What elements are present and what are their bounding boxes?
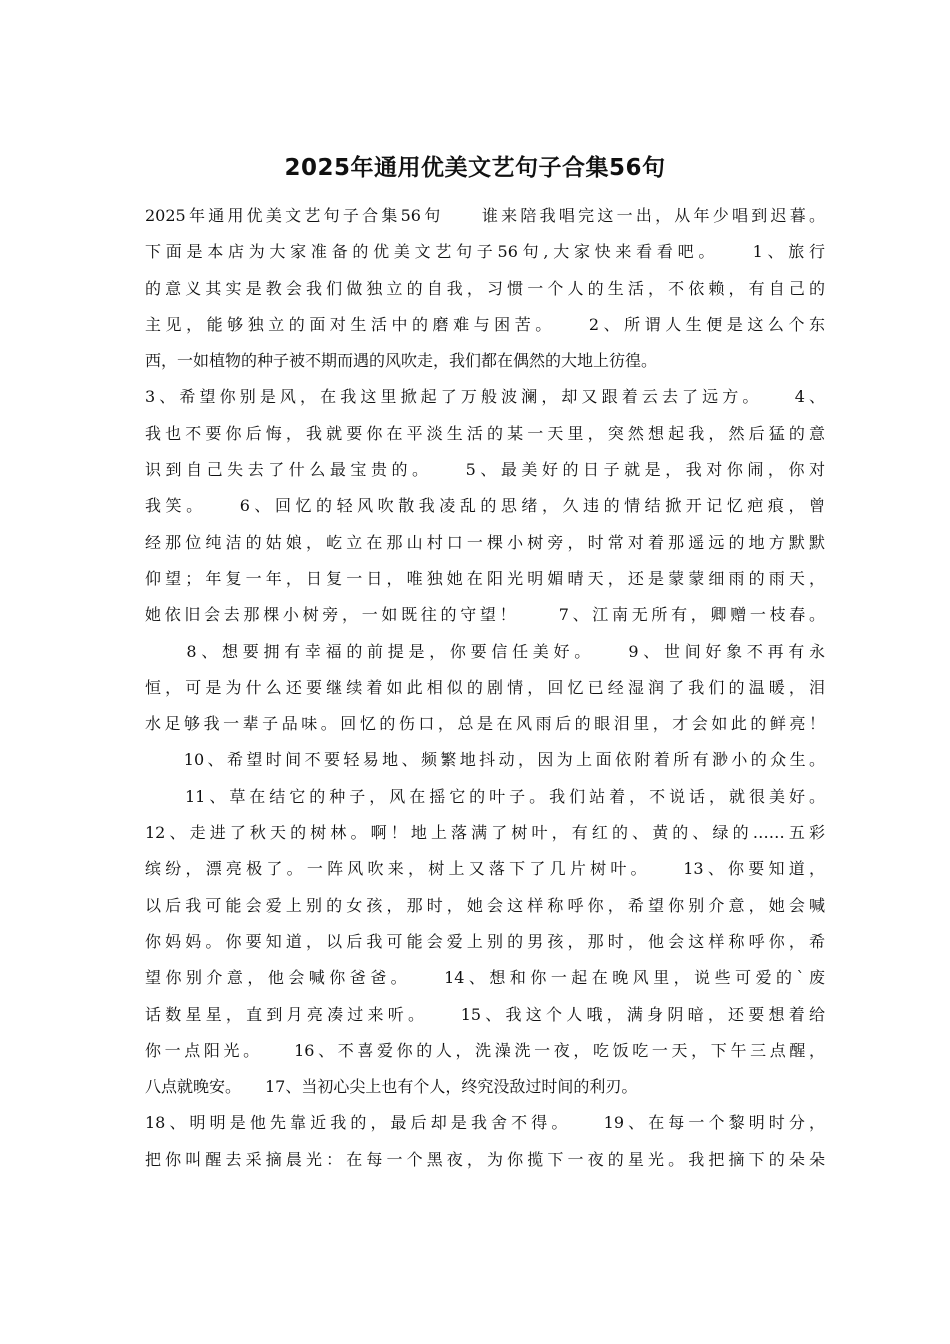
body-line: 11、草在结它的种子，风在摇它的叶子。我们站着，不说话，就很美好。 (145, 786, 825, 806)
body-line: 她依旧会去那棵小树旁，一如既往的守望！ 7、江南无所有，卿赠一枝春。 (145, 605, 825, 625)
body-line: 缤纷，漂亮极了。一阵风吹来，树上又落下了几片树叶。 13、你要知道， (145, 859, 825, 879)
body-line: 西，一如植物的种子被不期而遇的风吹走，我们都在偶然的大地上彷徨。 (145, 351, 658, 371)
body-line: 18、明明是他先靠近我的，最后却是我舍不得。 19、在每一个黎明时分， (145, 1113, 825, 1133)
body-line: 3、希望你别是风，在我这里掀起了万般波澜，却又跟着云去了远方。 4、 (145, 387, 825, 407)
body-line: 我笑。 6、回忆的轻风吹散我凌乱的思绪，久违的情结掀开记忆疤痕，曾 (145, 496, 825, 516)
body-line: 8、想要拥有幸福的前提是，你要信任美好。 9、世间好象不再有永 (145, 641, 825, 661)
document-title: 2025年通用优美文艺句子合集56句 (284, 155, 666, 181)
body-line: 识到自己失去了什么最宝贵的。 5、最美好的日子就是，我对你闹，你对 (145, 460, 825, 480)
body-line: 2025年通用优美文艺句子合集56句 谁来陪我唱完这一出，从年少唱到迟暮。 (145, 206, 825, 225)
body-line: 以后我可能会爱上别的女孩，那时，她会这样称呼你，希望你别介意，她会喊 (145, 895, 825, 915)
body-line: 话数星星，直到月亮凑过来听。 15、我这个人哦，满身阴暗，还要想着给 (145, 1004, 825, 1024)
body-line: 把你叫醒去采摘晨光：在每一个黑夜，为你揽下一夜的星光。我把摘下的朵朵 (145, 1149, 825, 1169)
body-line: 下面是本店为大家准备的优美文艺句子56句,大家快来看看吧。 1、旅行 (145, 242, 825, 262)
body-line: 我也不要你后悔，我就要你在平淡生活的某一天里，突然想起我，然后猛的意 (145, 423, 825, 443)
body-line: 12、走进了秋天的树林。啊！地上落满了树叶，有红的、黄的、绿的……五彩 (145, 823, 825, 843)
document-body (145, 198, 825, 1178)
body-line: 望你别介意，他会喊你爸爸。 14、想和你一起在晚风里，说些可爱的`废 (145, 968, 825, 988)
body-line: 八点就晚安。 17、当初心尖上也有个人，终究没敌过时间的利刃。 (145, 1077, 638, 1097)
body-line: 仰望；年复一年，日复一日，唯独她在阳光明媚晴天，还是蒙蒙细雨的雨天， (145, 568, 825, 588)
body-line: 水足够我一辈子品味。回忆的伤口，总是在风雨后的眼泪里，才会如此的鲜亮！ (145, 714, 825, 734)
body-line: 10、希望时间不要轻易地、频繁地抖动，因为上面依附着所有渺小的众生。 (145, 750, 825, 770)
body-line: 你妈妈。你要知道，以后我可能会爱上别的男孩，那时，他会这样称呼你，希 (145, 931, 825, 951)
body-line: 主见，能够独立的面对生活中的磨难与困苦。 2、所谓人生便是这么个东 (145, 314, 825, 334)
body-line: 恒，可是为什么还要继续着如此相似的剧情，回忆已经湿润了我们的温暖，泪 (145, 677, 825, 697)
body-line: 的意义其实是教会我们做独立的自我，习惯一个人的生活，不依赖，有自己的 (145, 278, 825, 298)
body-line: 经那位纯洁的姑娘，屹立在那山村口一棵小树旁，时常对着那遥远的地方默默 (145, 532, 825, 552)
body-line: 你一点阳光。 16、不喜爱你的人，洗澡洗一夜，吃饭吃一天，下午三点醒， (145, 1040, 825, 1060)
